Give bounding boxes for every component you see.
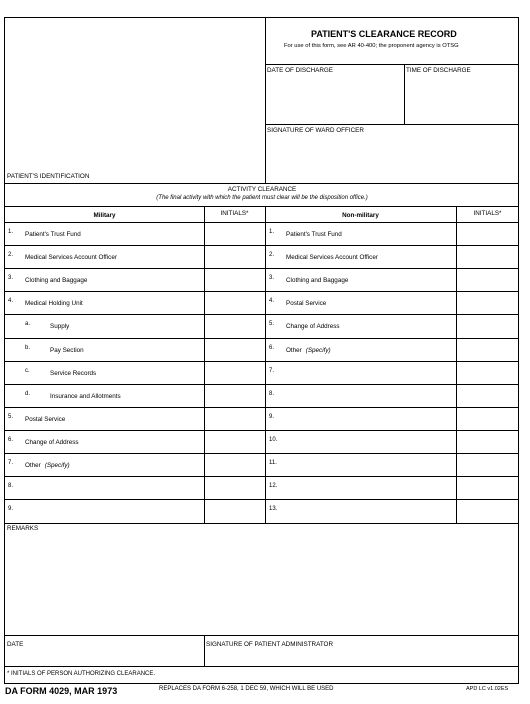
patient-administrator-signature-field[interactable]: SIGNATURE OF PATIENT ADMINISTRATOR (206, 641, 333, 648)
header-divider (265, 18, 266, 183)
military-item-label (25, 508, 29, 515)
nonmilitary-item-label (286, 347, 331, 354)
nonmilitary-item-label (286, 323, 344, 330)
military-item-number: a. (25, 321, 31, 328)
nonmilitary-initials-cell[interactable] (457, 268, 519, 291)
military-item-text: Postal Service (25, 415, 66, 423)
nonmilitary-initials-cell[interactable] (457, 453, 519, 476)
nonmilitary-item-number: 2. (269, 252, 275, 259)
military-item-label (25, 485, 29, 492)
nonmilitary-item-number: 1. (269, 229, 275, 235)
nonmilitary-item-number: 10. (269, 436, 278, 443)
military-item-number: 1. (8, 229, 14, 235)
nonmilitary-initials-cell[interactable] (457, 361, 519, 384)
military-item-number: b. (25, 344, 31, 351)
nonmilitary-item-label (286, 370, 290, 377)
military-initials-cell[interactable] (205, 453, 265, 476)
military-initials-cell[interactable] (205, 476, 265, 499)
nonmilitary-item-label (286, 439, 290, 446)
form-id: DA FORM 4029, MAR 1973 (5, 686, 118, 696)
military-initials-cell[interactable] (205, 245, 265, 268)
nonmilitary-item-text: Postal Service (286, 300, 327, 308)
military-initials-cell[interactable] (205, 291, 265, 314)
initials-note-top-line (5, 666, 519, 667)
military-initials-cell[interactable] (205, 222, 265, 245)
military-item-text: Insurance and Allotments (50, 392, 121, 400)
military-item-label (50, 323, 73, 330)
date-top-line (5, 635, 519, 636)
nonmilitary-item-number: 11. (269, 460, 277, 466)
nonmilitary-item-label (286, 393, 290, 400)
military-item-number: 6. (8, 436, 14, 443)
military-item-text: Clothing and Baggage (25, 277, 88, 285)
military-item-text: Service Records (50, 369, 97, 377)
military-item-text: Pay Section (50, 346, 84, 354)
nonmilitary-initials-cell[interactable] (457, 314, 519, 337)
activity-clearance-heading: ACTIVITY CLEARANCE (227, 186, 297, 193)
military-item-label (50, 393, 125, 400)
military-header: Military (93, 212, 116, 219)
nonmilitary-item-number: 5. (269, 321, 275, 328)
military-item-text: Patient's Trust Fund (25, 231, 81, 238)
date-field[interactable]: DATE (7, 641, 24, 648)
nonmilitary-item-number: 13. (269, 506, 278, 513)
military-item-text: Other (25, 462, 41, 469)
nonmilitary-initials-cell[interactable] (457, 430, 519, 453)
nonmilitary-item-number: 9. (269, 413, 275, 420)
military-item-label (25, 254, 121, 261)
nonmilitary-item-label (286, 254, 382, 261)
replaces-note: REPLACES DA FORM 6-258, 1 DEC 59, WHICH WILL BE USED (159, 686, 334, 692)
nonmilitary-item-specify: (Specify) (305, 346, 331, 354)
military-item-number: 5. (8, 413, 14, 420)
military-item-number: 8. (8, 483, 14, 490)
military-item-number: 2. (8, 252, 14, 259)
military-item-number: 9. (8, 506, 14, 513)
military-initials-cell[interactable] (205, 338, 265, 361)
columns-top-line (5, 206, 519, 207)
military-item-label (50, 347, 88, 354)
nonmilitary-item-text: Other (286, 346, 302, 354)
nonmilitary-item-label (286, 231, 346, 238)
military-item-label (25, 416, 69, 423)
nonmilitary-initials-cell[interactable] (457, 476, 519, 499)
remarks-field[interactable]: REMARKS (7, 525, 39, 532)
nonmilitary-initials-cell[interactable] (457, 499, 519, 522)
military-item-text: Medical Holding Unit (25, 300, 83, 308)
military-initials-cell[interactable] (205, 314, 265, 337)
clearance-form (4, 17, 519, 684)
initials-note: * INITIALS OF PERSON AUTHORIZING CLEARANCE. (7, 671, 156, 677)
form-subtitle: For use of this form, see AR 40-400; the proponent agency is OTSG (284, 43, 459, 49)
military-item-number: d. (25, 390, 31, 397)
military-item-number: 7. (8, 460, 14, 466)
military-initials-cell[interactable] (205, 407, 265, 430)
nonmilitary-item-label (286, 485, 290, 492)
military-item-number: 4. (8, 298, 14, 305)
nonmilitary-item-number: 3. (269, 275, 275, 282)
date-of-discharge-field[interactable]: DATE OF DISCHARGE (267, 67, 334, 74)
military-item-label (25, 300, 87, 307)
initials-header-right: INITIALS* (473, 210, 502, 217)
nonmilitary-item-label (286, 300, 330, 307)
date-divider (204, 635, 205, 666)
military-item-text: Supply (50, 323, 70, 331)
ward-officer-top-line (265, 124, 519, 125)
activity-top-line (5, 183, 519, 184)
nonmilitary-item-text: Patient's Trust Fund (286, 231, 342, 238)
military-item-specify: (Specify) (44, 462, 70, 469)
nonmilitary-initials-cell[interactable] (457, 222, 519, 245)
patient-identification-field[interactable]: PATIENT'S IDENTIFICATION (7, 173, 90, 180)
nonmilitary-item-label (286, 462, 290, 469)
nonmilitary-item-label (286, 508, 290, 515)
discharge-divider (404, 64, 405, 124)
nonmilitary-item-number: 12. (269, 483, 278, 490)
nonmilitary-item-text: Change of Address (286, 323, 340, 331)
nonmilitary-initials-cell[interactable] (457, 291, 519, 314)
nonmilitary-header: Non-military (342, 212, 379, 219)
military-item-text: Change of Address (25, 438, 79, 446)
nonmilitary-item-label (286, 416, 290, 423)
discharge-top-line (265, 64, 519, 65)
nonmilitary-item-label (286, 277, 352, 284)
military-item-label (25, 231, 85, 238)
military-item-number: c. (25, 367, 30, 374)
military-initials-cell[interactable] (205, 430, 265, 453)
nonmilitary-item-text: Medical Services Account Officer (286, 254, 378, 262)
nonmilitary-initials-cell[interactable] (457, 407, 519, 430)
nonmilitary-item-number: 7. (269, 367, 275, 374)
nonmilitary-initials-cell[interactable] (457, 245, 519, 268)
activity-clearance-note: (The final activity with which the patient must clear will be the disposition office.) (156, 195, 368, 201)
military-item-text: Medical Services Account Officer (25, 254, 117, 262)
time-of-discharge-field[interactable]: TIME OF DISCHARGE (406, 67, 471, 74)
military-initials-cell[interactable] (205, 361, 265, 384)
military-initials-cell[interactable] (205, 384, 265, 407)
ward-officer-signature-field[interactable]: SIGNATURE OF WARD OFFICER (267, 127, 364, 134)
initials-header-left: INITIALS* (220, 210, 249, 217)
nonmilitary-initials-cell[interactable] (457, 384, 519, 407)
military-item-number: 3. (8, 275, 14, 282)
military-item-label (50, 370, 100, 377)
military-item-label (25, 462, 70, 469)
military-item-label (25, 439, 83, 446)
military-initials-cell[interactable] (205, 499, 265, 522)
remarks-top-line (5, 523, 519, 524)
military-initials-cell[interactable] (205, 268, 265, 291)
nonmilitary-item-text: Clothing and Baggage (286, 277, 349, 285)
nonmilitary-item-number: 4. (269, 298, 275, 305)
nonmilitary-initials-cell[interactable] (457, 338, 519, 361)
nonmilitary-item-number: 8. (269, 390, 275, 397)
version-label: APD LC v1.02ES (466, 686, 509, 692)
nonmilitary-item-number: 6. (269, 344, 275, 351)
form-title: PATIENT'S CLEARANCE RECORD (311, 29, 457, 39)
military-item-label (25, 277, 91, 284)
